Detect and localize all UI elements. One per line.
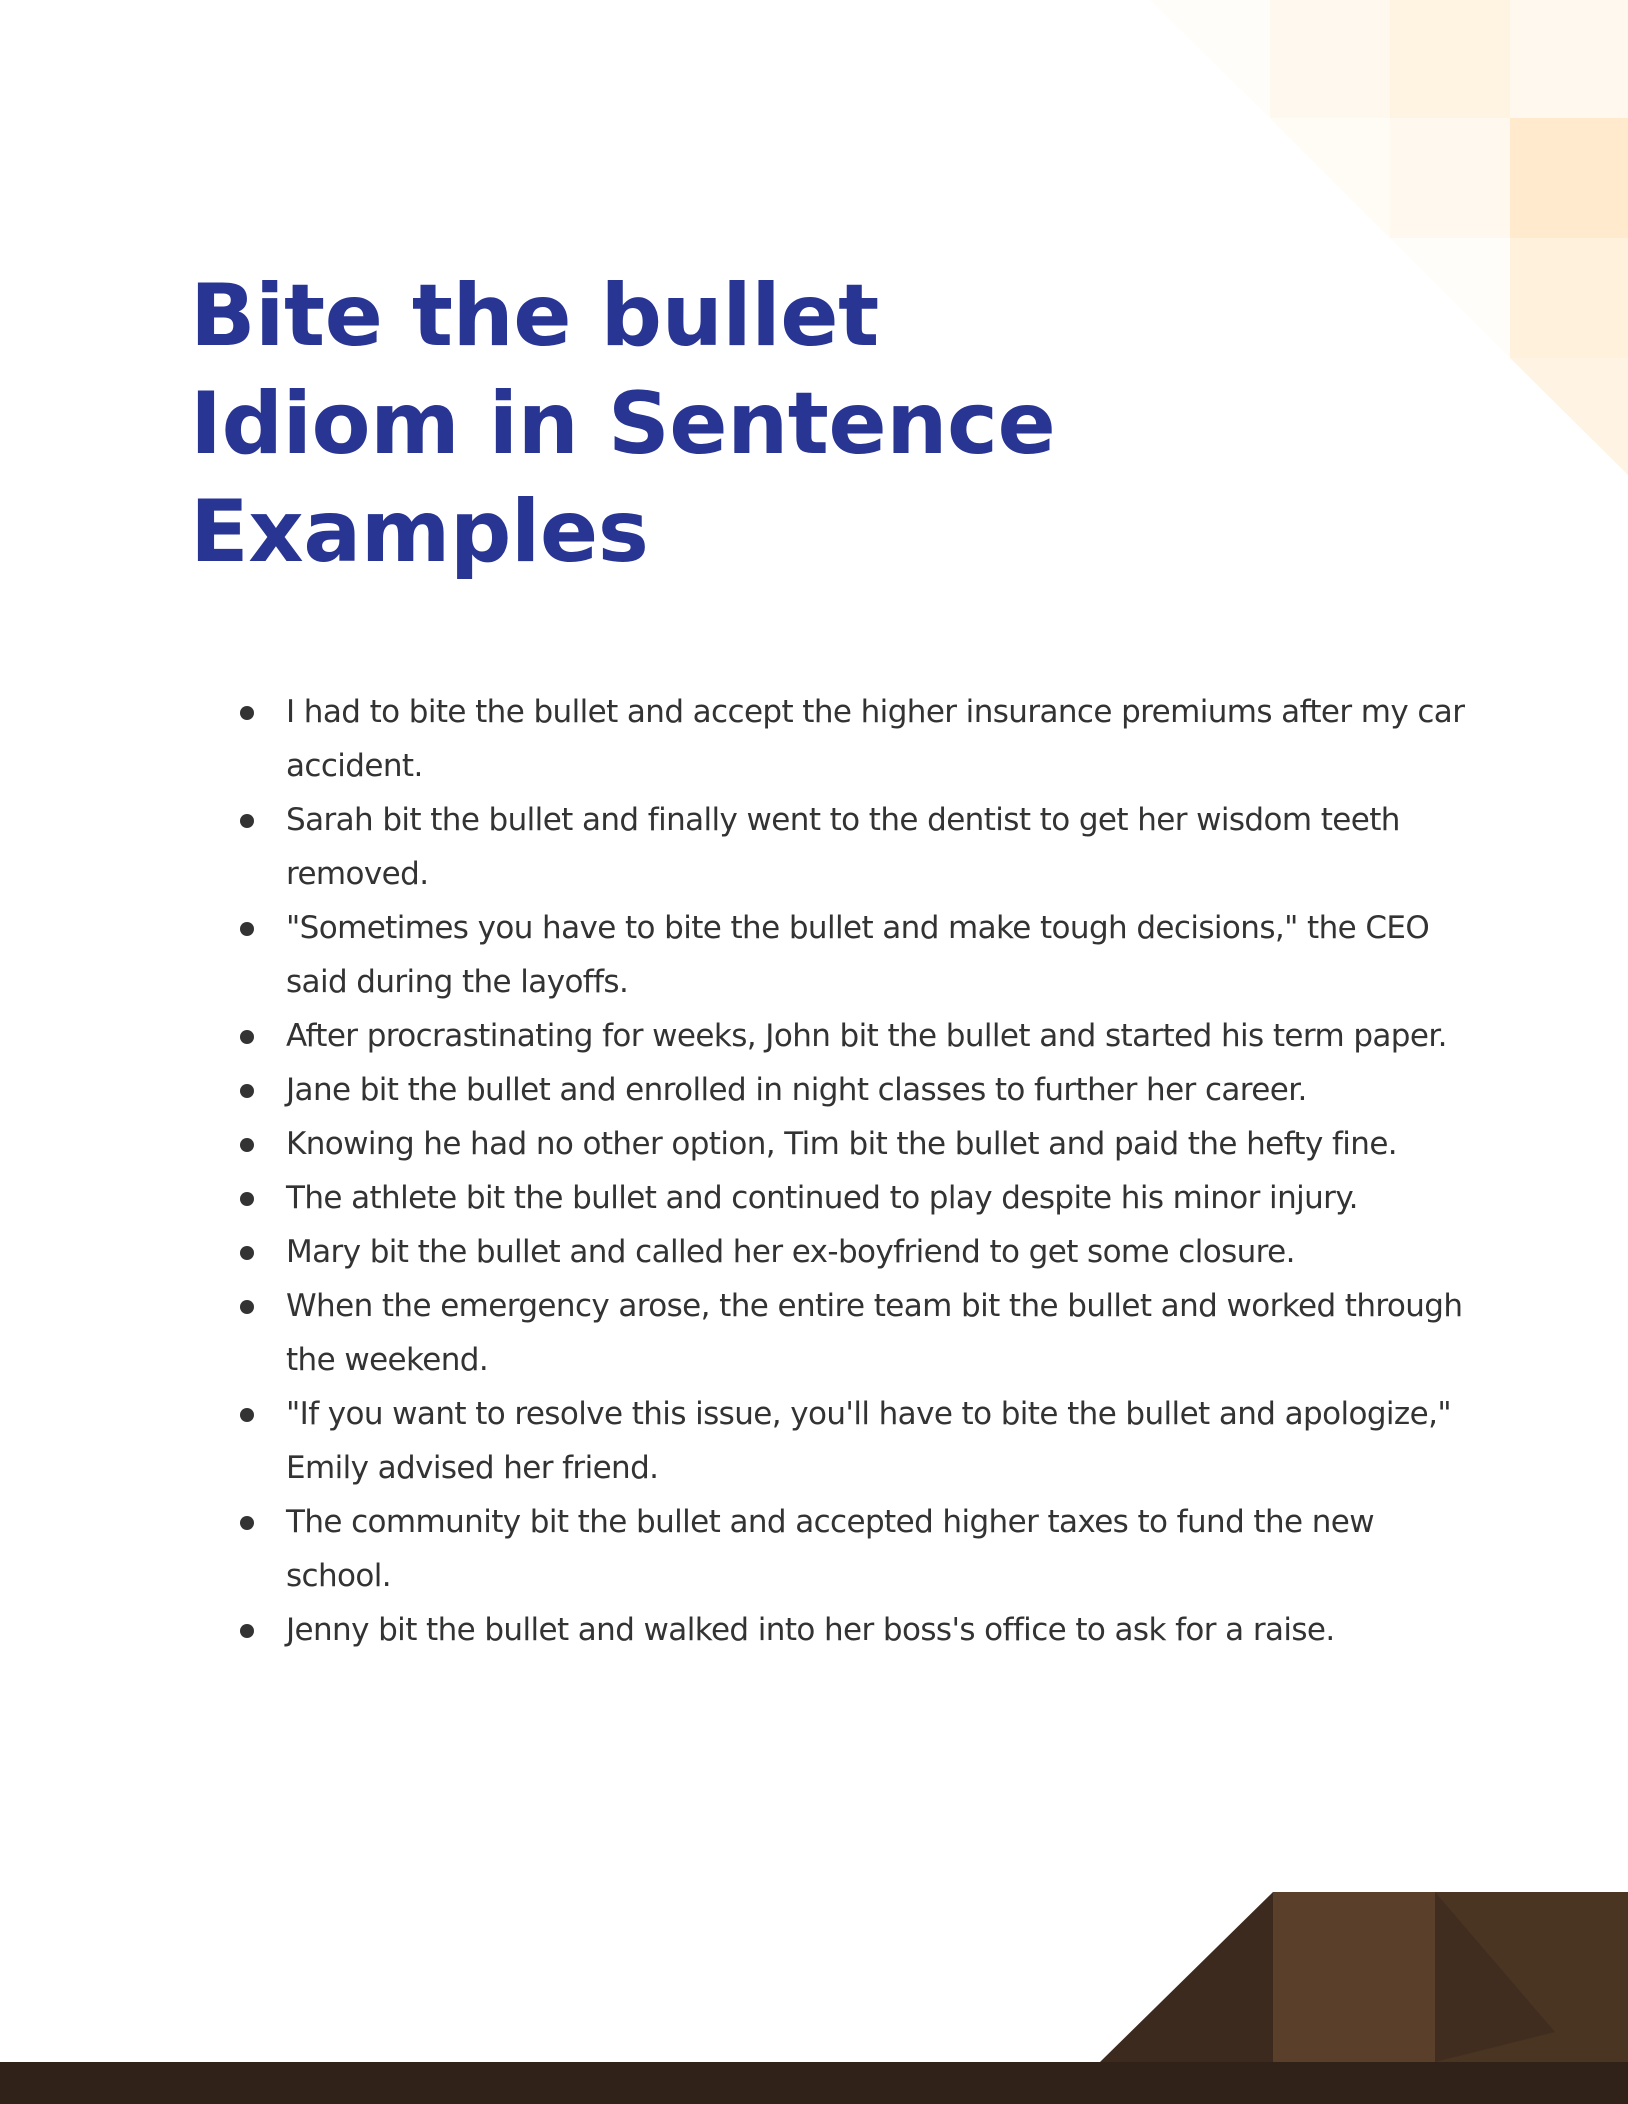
example-text: Mary bit the bullet and called her ex-boyfriend to get some closure. [286, 1234, 1295, 1270]
list-item [240, 685, 1470, 793]
bullet-icon [240, 1084, 254, 1098]
example-text: I had to bite the bullet and accept the higher insurance premiums after my car accident. [286, 694, 1465, 784]
list-item [240, 1495, 1470, 1603]
title-line-2: Idiom in Sentence [190, 374, 1056, 474]
example-text: The athlete bit the bullet and continued to play despite his minor injury. [286, 1180, 1358, 1216]
bullet-icon [240, 1246, 254, 1260]
bullet-icon [240, 814, 254, 828]
bullet-icon [240, 1030, 254, 1044]
example-text: "If you want to resolve this issue, you'll have to bite the bullet and apologize," Emily advised her friend. [286, 1396, 1451, 1486]
bullet-icon [240, 1138, 254, 1152]
list-item [240, 1387, 1470, 1495]
list-item [240, 1279, 1470, 1387]
example-text: When the emergency arose, the entire team bit the bullet and worked through the weekend. [286, 1288, 1463, 1378]
title-line-3: Examples [190, 482, 649, 582]
examples-list [240, 685, 1470, 1657]
list-item [240, 1171, 1470, 1225]
bullet-icon [240, 706, 254, 720]
example-text: Jane bit the bullet and enrolled in night classes to further her career. [286, 1072, 1307, 1108]
example-text: The community bit the bullet and accepted higher taxes to fund the new school. [286, 1504, 1375, 1594]
list-item [240, 1225, 1470, 1279]
corner-decoration-top [1150, 0, 1628, 480]
title-line-1: Bite the bullet [190, 266, 879, 366]
example-text: Jenny bit the bullet and walked into her boss's office to ask for a raise. [286, 1612, 1335, 1648]
list-item [240, 1009, 1470, 1063]
list-item [240, 1063, 1470, 1117]
list-item [240, 901, 1470, 1009]
list-item [240, 1117, 1470, 1171]
bullet-icon [240, 1516, 254, 1530]
example-text: Knowing he had no other option, Tim bit the bullet and paid the hefty fine. [286, 1126, 1398, 1162]
bullet-icon [240, 922, 254, 936]
bullet-icon [240, 1300, 254, 1314]
bullet-icon [240, 1408, 254, 1422]
example-text: "Sometimes you have to bite the bullet and make tough decisions," the CEO said during the layoffs. [286, 910, 1430, 1000]
example-text: Sarah bit the bullet and finally went to the dentist to get her wisdom teeth removed. [286, 802, 1400, 892]
bullet-icon [240, 1624, 254, 1638]
bullet-icon [240, 1192, 254, 1206]
list-item [240, 1603, 1470, 1657]
example-text: After procrastinating for weeks, John bit the bullet and started his term paper. [286, 1018, 1447, 1054]
page-title [190, 262, 1190, 586]
corner-decoration-bottom [0, 1884, 1628, 2104]
list-item [240, 793, 1470, 901]
